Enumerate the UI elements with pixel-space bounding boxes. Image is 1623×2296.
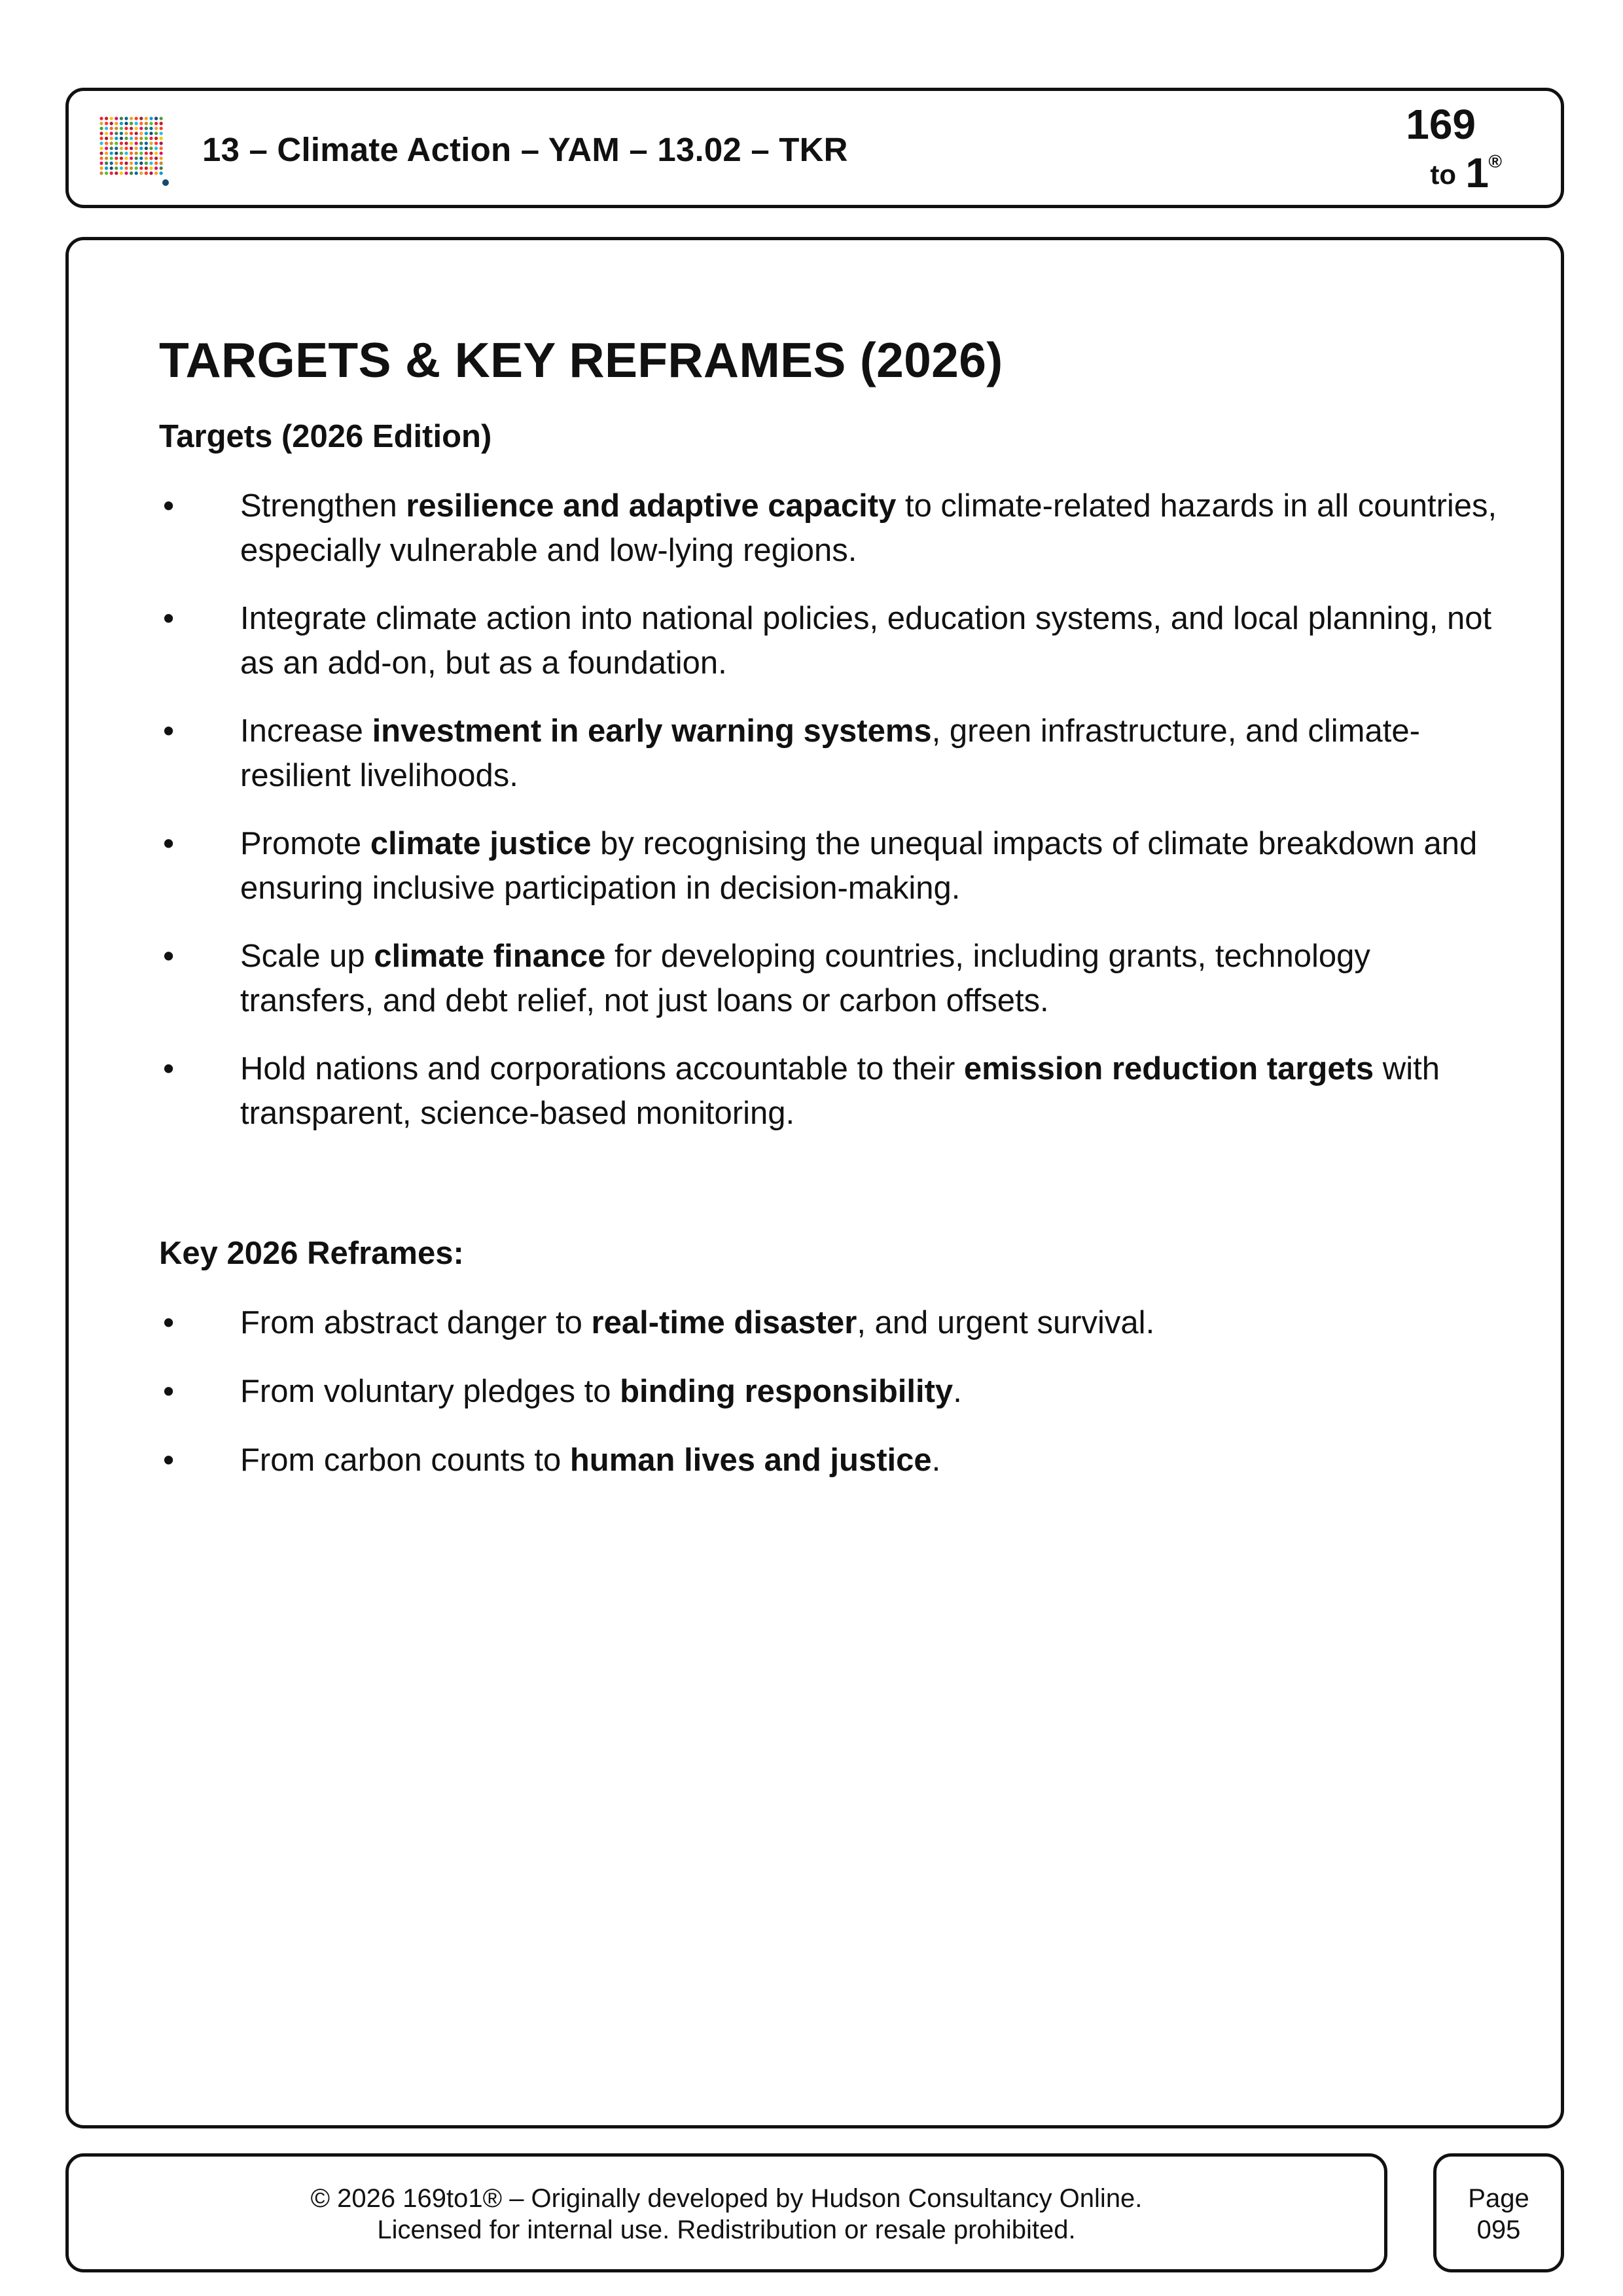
page-indicator bbox=[1436, 2183, 1561, 2246]
body-text: , green infrastructure, and climate-resilient livelihoods. bbox=[240, 713, 1420, 793]
emphasis-text: climate finance bbox=[374, 939, 606, 974]
registered-mark: ® bbox=[1488, 151, 1502, 171]
body-text: Hold nations and corporations accountable to their bbox=[240, 1051, 964, 1086]
body-text: From abstract danger to bbox=[240, 1305, 592, 1340]
list-item bbox=[159, 934, 1501, 1023]
emphasis-text: human lives and justice bbox=[569, 1443, 932, 1478]
license-line: Licensed for internal use. Redistribution or resale prohibited. bbox=[377, 2215, 1076, 2244]
body-text: to climate-related hazards in all countries, especially vulnerable and low-lying regions. bbox=[240, 488, 1497, 568]
page-number-box bbox=[1433, 2153, 1564, 2272]
document-code-title: 13 – Climate Action – YAM – 13.02 – TKR bbox=[202, 131, 848, 168]
targets-heading: Targets (2026 Edition) bbox=[159, 419, 492, 454]
emphasis-text: real-time disaster bbox=[591, 1305, 857, 1340]
list-item bbox=[159, 1369, 1501, 1414]
header-bar bbox=[65, 88, 1564, 208]
footer-copyright-box bbox=[65, 2153, 1387, 2272]
content-panel bbox=[65, 237, 1564, 2128]
emphasis-text: climate justice bbox=[370, 826, 592, 861]
list-item bbox=[159, 1047, 1501, 1136]
body-text: . bbox=[931, 1443, 941, 1478]
list-item bbox=[159, 1438, 1501, 1482]
brand-number: 169 bbox=[1406, 101, 1476, 148]
bullet-icon: • bbox=[163, 939, 175, 974]
sdg-dot-grid-logo-icon bbox=[98, 115, 169, 188]
targets-list bbox=[159, 484, 1501, 1159]
bullet-icon: • bbox=[163, 1305, 175, 1340]
body-text: From voluntary pledges to bbox=[240, 1374, 620, 1409]
bullet-icon: • bbox=[163, 488, 175, 524]
list-item bbox=[159, 596, 1501, 685]
body-text: Integrate climate action into national policies, education systems, and local planning, not as an add-on, but as a foundation. bbox=[240, 601, 1492, 681]
page-title: TARGETS & KEY REFRAMES (2026) bbox=[159, 332, 1003, 387]
bullet-icon: • bbox=[163, 1051, 175, 1086]
body-text: by recognising the unequal impacts of climate breakdown and ensuring inclusive participation in decision-making. bbox=[240, 826, 1478, 906]
reframes-list bbox=[159, 1300, 1501, 1507]
copyright-line: © 2026 169to1® – Originally developed by Hudson Consultancy Online. bbox=[310, 2184, 1143, 2213]
bullet-icon: • bbox=[163, 713, 175, 749]
body-text: for developing countries, including grants, technology transfers, and debt relief, not just loans or carbon offsets. bbox=[240, 939, 1370, 1018]
emphasis-text: investment in early warning systems bbox=[372, 713, 932, 749]
bullet-icon: • bbox=[163, 601, 175, 636]
emphasis-text: resilience and adaptive capacity bbox=[406, 488, 897, 524]
body-text: , and urgent survival. bbox=[857, 1305, 1155, 1340]
bullet-icon: • bbox=[163, 826, 175, 861]
body-text: Increase bbox=[240, 713, 372, 749]
bullet-icon: • bbox=[163, 1374, 175, 1409]
copyright-notice bbox=[69, 2183, 1384, 2246]
emphasis-text: binding responsibility bbox=[620, 1374, 954, 1409]
page-number: 095 bbox=[1476, 2215, 1521, 2244]
body-text: . bbox=[953, 1374, 962, 1409]
page-label: Page bbox=[1468, 2184, 1529, 2213]
body-text: with transparent, science-based monitoring. bbox=[240, 1051, 1440, 1131]
body-text: From carbon counts to bbox=[240, 1443, 570, 1478]
body-text: Strengthen bbox=[240, 488, 406, 524]
body-text: Promote bbox=[240, 826, 370, 861]
list-item bbox=[159, 821, 1501, 910]
bullet-icon: • bbox=[163, 1443, 175, 1478]
list-item bbox=[159, 1300, 1501, 1345]
brand-to: to bbox=[1430, 159, 1456, 190]
list-item bbox=[159, 709, 1501, 798]
reframes-heading: Key 2026 Reframes: bbox=[159, 1236, 464, 1271]
list-item bbox=[159, 484, 1501, 573]
brand-one: 1 bbox=[1465, 149, 1489, 196]
emphasis-text: emission reduction targets bbox=[963, 1051, 1374, 1086]
body-text: Scale up bbox=[240, 939, 374, 974]
